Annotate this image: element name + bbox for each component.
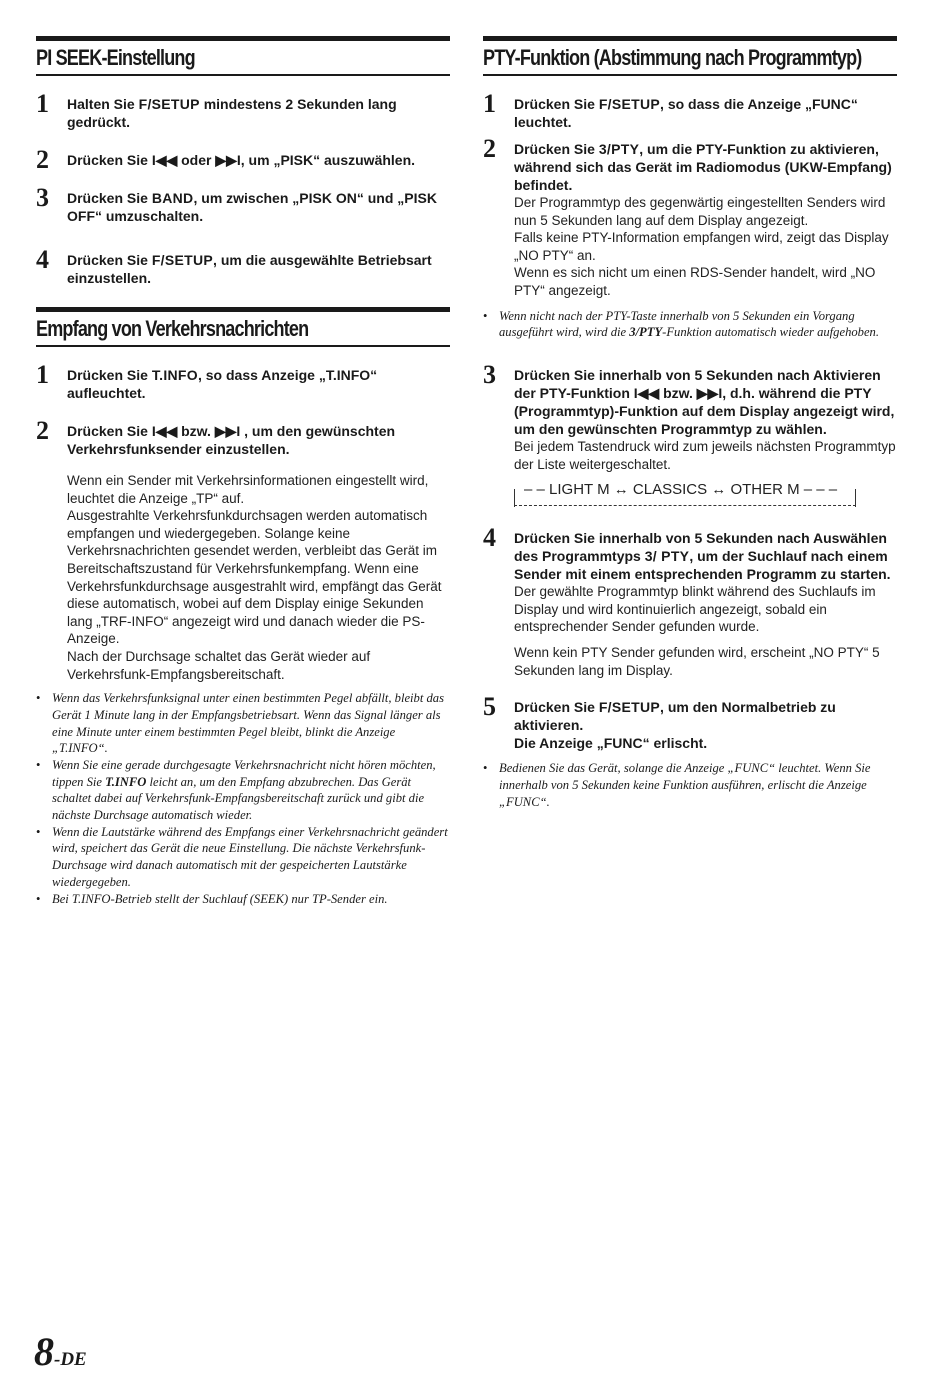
step-number: 2	[36, 145, 49, 174]
3-pty-key: 3/PTY	[598, 141, 640, 157]
pty-step-2-description: Der Programmtyp des gegenwärtig eingestellten Senders wird nun 5 Sekunden lang auf dem Display angezeigt. Falls keine PTY-Information empfangen wird, zeigt das Display „NO PTY“ an. Wenn es sich nicht um einen RDS-Sender handelt, wird „NO PTY“ angezeigt.	[514, 195, 889, 298]
pty-step-4: 4 Drücken Sie innerhalb von 5 Sekunden nach Auswählen des Programmtyps 3/ PTY, um der Suchlauf nach einem Sender mit einem entsprechenden Programm zu starten. Der gewählte Programmtyp blinkt während des Suchlaufs im Display und wird kontinuierlich angezeigt, sobald ein entsprechender Sender gefunden wurde. Wenn kein PTY Sender gefunden wird, erscheint „NO PTY“ 5 Sekunden lang im Display.	[483, 523, 891, 678]
step-number: 5	[483, 692, 496, 722]
left-column	[36, 0, 450, 907]
f-setup-key: F/SETUP	[151, 252, 214, 268]
step-number: 1	[483, 89, 496, 118]
pi-seek-step-3: 3 Drücken Sie BAND, um zwischen „PISK ON“ und „PISK OFF“ umzuschalten.	[36, 183, 437, 224]
note-item: • Wenn Sie eine gerade durchgesagte Verkehrsnachricht nicht hören möchten, tippen Sie T.INFO leicht an, um den Empfang abzubrechen. Das Gerät schaltet dabei auf Verkehrsfunk-Empfangsbereitschaft zurück und gibt die nächste Durchsage automatisch wieder.	[36, 757, 450, 824]
note-item: • Bedienen Sie das Gerät, solange die Anzeige „FUNC“ leuchtet. Wenn Sie innerhalb von 5 Sekunden keine Funktion ausführen, erlischt die Anzeige „FUNC“.	[483, 760, 897, 810]
traffic-step-1: 1 Drücken Sie T.INFO, so dass Anzeige „T.INFO“ aufleuchtet.	[36, 360, 378, 401]
traffic-step-2: 2 Drücken Sie I◀◀ bzw. ▶▶I , um den gewünschten Verkehrsfunksender einzustellen.	[36, 416, 396, 457]
t-info-key: T.INFO	[151, 367, 198, 383]
step-number: 2	[483, 134, 496, 163]
note-item: • Bei T.INFO-Betrieb stellt der Suchlauf (SEEK) nur TP-Sender ein.	[36, 891, 450, 908]
pty-cycle-diagram: – – LIGHT M ↔ CLASSICS ↔ OTHER M – – –	[514, 481, 897, 515]
pty-step-2-note	[483, 308, 897, 341]
pi-seek-step-4: 4 Drücken Sie F/SETUP, um die ausgewählte Betriebsart einzustellen.	[36, 245, 432, 286]
pty-step-3: 3 Drücken Sie innerhalb von 5 Sekunden nach Aktivieren der PTY-Funktion I◀◀ bzw. ▶▶I, d.h. während die PTY (Programmtyp)-Funktion auf dem Display angezeigt wird, um den gewünschten Programmtyp zu wählen. Bei jedem Tastendruck wird zum jeweils nächsten Programmtyp der Liste weitergeschaltet.	[483, 359, 896, 472]
traffic-description: Wenn ein Sender mit Verkehrsinformationen eingestellt wird, leuchtet die Anzeige „TP“ auf. Ausgestrahlte Verkehrsfunkdurchsagen werden automatisch empfangen und wiedergegeben. Solange keine Verkehrsnachrichten gesendet werden, verbleibt das Gerät im Bereitschaftszustand für Verkehrsfunkempfang. Wenn eine Verkehrsfunkdurchsage ausgestrahlt wird, empfängt das Gerät diese automatisch, wobei auf dem Display einige Sekunden lang „TRF-INFO“ angezeigt wird und danach wieder die PS-Anzeige. Nach der Durchsage schaltet das Gerät wieder auf Verkehrsfunk-Empfangsbereitschaft.	[67, 473, 442, 682]
traffic-notes	[36, 690, 450, 907]
f-setup-key: F/SETUP	[138, 96, 200, 112]
f-setup-key: F/SETUP	[598, 96, 661, 112]
pty-step-5: 5 Drücken Sie F/SETUP, um den Normalbetrieb zu aktivieren. Die Anzeige „FUNC“ erlischt.	[483, 692, 836, 752]
right-column	[483, 0, 897, 810]
step-number: 3	[36, 183, 49, 212]
section-title-pi-seek: PI SEEK-Einstellung	[36, 36, 450, 76]
note-item: • Wenn die Lautstärke während des Empfangs einer Verkehrsnachricht geändert wird, speichert das Gerät die neue Einstellung. Die nächste Verkehrsfunk-Durchsage wird danach automatisch mit der gespeicherten Lautstärke wiedergegeben.	[36, 824, 450, 891]
pi-seek-step-1: 1 Halten Sie F/SETUP mindestens 2 Sekunden lang gedrückt.	[36, 89, 397, 130]
step-number: 1	[36, 89, 49, 118]
pi-seek-step-2: 2 Drücken Sie I◀◀ oder ▶▶I, um „PISK“ auszuwählen.	[36, 145, 416, 174]
step-number: 2	[36, 416, 49, 445]
section-title-traffic-info: Empfang von Verkehrsnachrichten	[36, 307, 450, 347]
pty-step-2: 2 Drücken Sie 3/PTY, um die PTY-Funktion zu aktivieren, während sich das Gerät im Radiomodus (UKW-Empfang) befindet. Der Programmtyp des gegenwärtig eingestellten Senders wird nun 5 Sekunden lang auf dem Display angezeigt. Falls keine PTY-Information empfangen wird, zeigt das Display „NO PTY“ an. Wenn es sich nicht um einen RDS-Sender handelt, wird „NO PTY“ angezeigt.	[483, 140, 897, 300]
step-number: 4	[483, 523, 496, 553]
note-item: • Wenn nicht nach der PTY-Taste innerhalb von 5 Sekunden ein Vorgang ausgeführt wird, wird die 3/PTY-Funktion automatisch wieder aufgehoben.	[483, 308, 897, 341]
pty-step-1: 1 Drücken Sie F/SETUP, so dass die Anzeige „FUNC“ leuchtet.	[483, 89, 858, 130]
note-item: • Wenn das Verkehrsfunksignal unter einen bestimmten Pegel abfällt, bleibt das Gerät 1 Minute lang in der Empfangsbetriebsart. Wenn das Signal länger als eine Minute unter einem bestimmten Pegel bleibt, blinkt die Anzeige „T.INFO“.	[36, 690, 450, 757]
step-number: 1	[36, 360, 49, 389]
3-pty-key: 3/ PTY	[644, 548, 690, 565]
step-number: 3	[483, 359, 496, 389]
f-setup-key: F/SETUP	[598, 699, 661, 716]
pty-final-note	[483, 760, 897, 810]
step-number: 4	[36, 245, 49, 274]
section-title-pty: PTY-Funktion (Abstimmung nach Programmtyp)	[483, 36, 897, 76]
page-number: 8-DE	[34, 1329, 87, 1374]
band-key: BAND	[151, 190, 194, 206]
